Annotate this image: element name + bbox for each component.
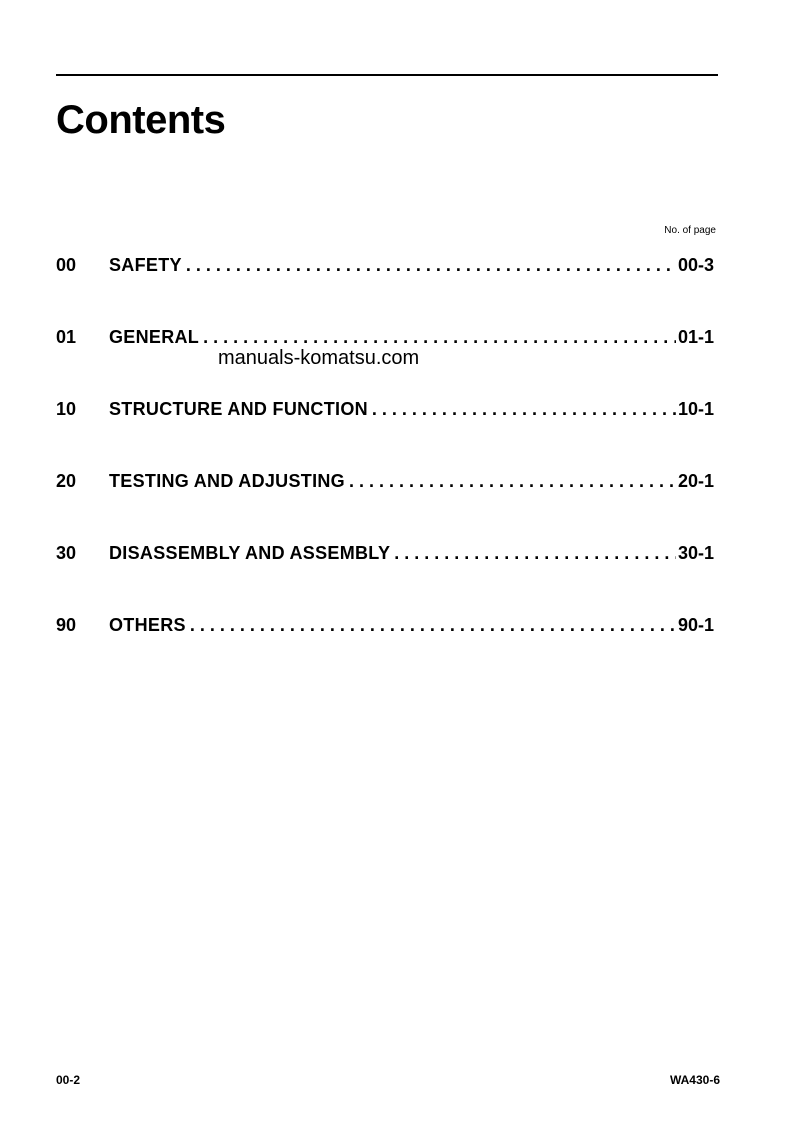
toc-page-number: 30-1: [677, 543, 714, 563]
toc-entry-structure-and-function[interactable]: [56, 396, 714, 422]
toc-entry-testing-and-adjusting[interactable]: [56, 468, 714, 494]
toc-page-number: 10-1: [677, 399, 714, 419]
toc-section-title: TESTING AND ADJUSTING: [109, 471, 345, 491]
page-title: Contents: [56, 98, 226, 142]
footer-page-number: 00-2: [56, 1073, 81, 1087]
toc-entry-safety[interactable]: [56, 252, 714, 278]
page-column-label: No. of page: [664, 225, 716, 236]
toc-section-title: GENERAL: [109, 327, 200, 347]
top-rule: [56, 74, 718, 76]
dot-leader: [190, 612, 676, 638]
toc-page-number: 90-1: [677, 615, 714, 635]
dot-leader: [186, 252, 676, 278]
toc-section-title: SAFETY: [109, 255, 182, 275]
toc-entry-disassembly-and-assembly[interactable]: [56, 540, 714, 566]
toc-section-number: 10: [56, 399, 77, 419]
toc-section-title: STRUCTURE AND FUNCTION: [109, 399, 368, 419]
toc-entry-others[interactable]: [56, 612, 714, 638]
toc-page-number: 01-1: [677, 327, 714, 347]
toc-section-number: 20: [56, 471, 77, 491]
toc-section-title: DISASSEMBLY AND ASSEMBLY: [109, 543, 391, 563]
toc-page-number: 00-3: [677, 255, 714, 275]
dot-leader: [372, 396, 676, 422]
watermark-text: manuals-komatsu.com: [218, 347, 420, 369]
toc-section-number: 00: [56, 255, 77, 275]
toc-section-number: 01: [56, 327, 77, 347]
dot-leader: [394, 540, 676, 566]
footer-model-name: WA430-6: [669, 1073, 720, 1087]
toc-section-title: OTHERS: [109, 615, 186, 635]
toc-page-number: 20-1: [677, 471, 714, 491]
dot-leader: [349, 468, 676, 494]
toc-section-number: 30: [56, 543, 77, 563]
toc-section-number: 90: [56, 615, 77, 635]
